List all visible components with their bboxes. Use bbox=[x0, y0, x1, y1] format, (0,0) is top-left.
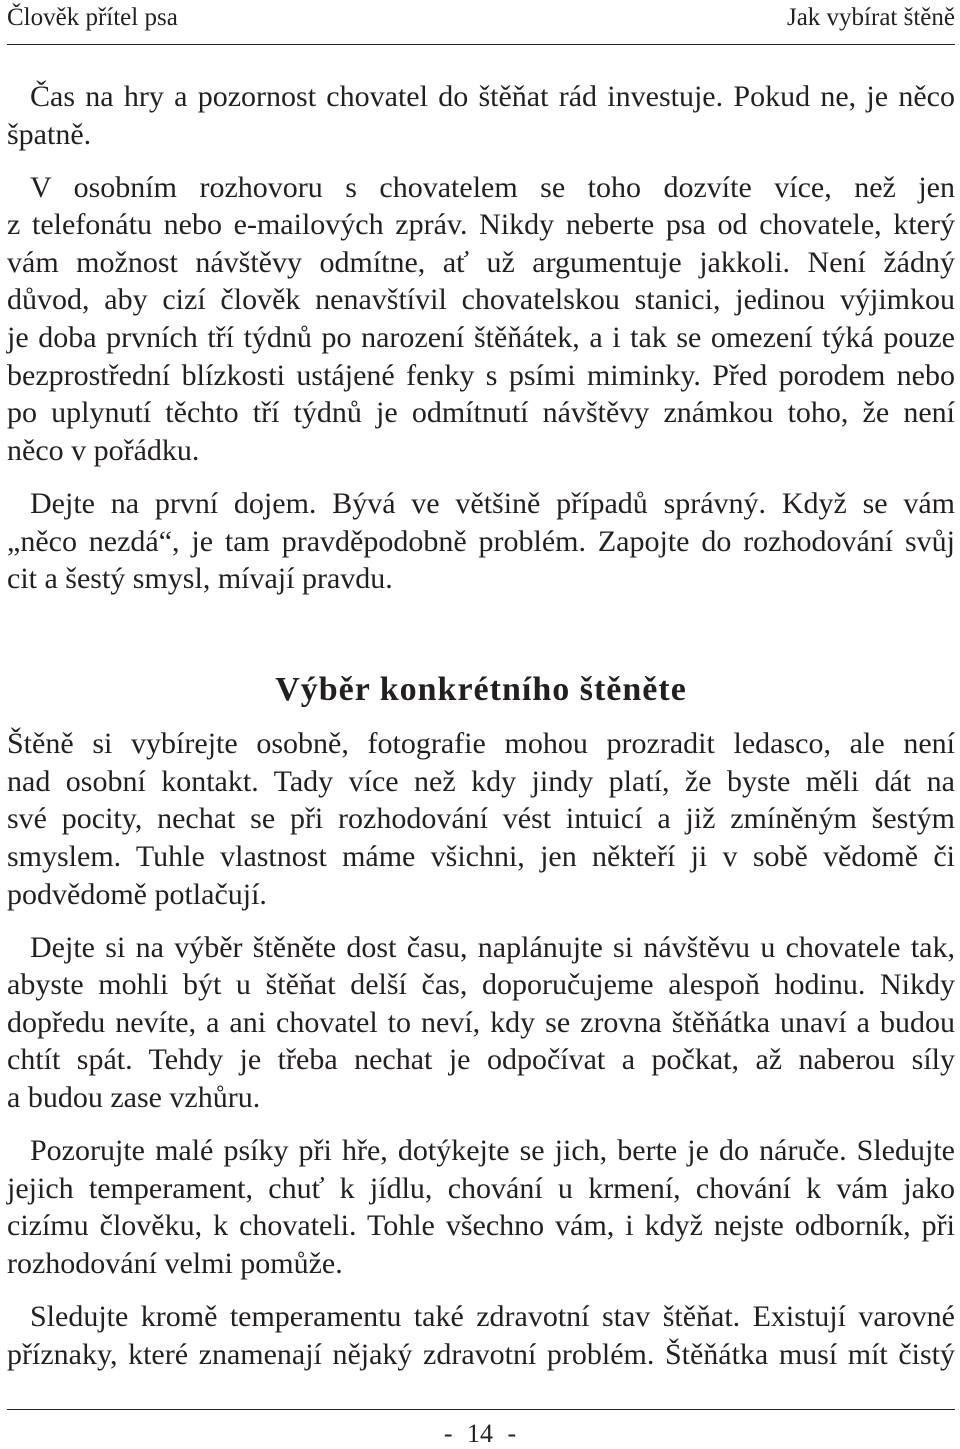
text-line: špatně. bbox=[7, 117, 92, 151]
text-line: něco v pořádku. bbox=[7, 433, 200, 467]
paragraph bbox=[7, 1132, 955, 1282]
body-text bbox=[7, 78, 955, 1373]
book-title: Člověk přítel psa bbox=[7, 4, 178, 31]
text-line: po uplynutí těchto tří týdnů je odmítnutí návštěvy známkou toho, že není bbox=[7, 396, 955, 430]
text-line: jejich temperament, chuť k jídlu, chování u krmení, chování k vám jako bbox=[7, 1171, 955, 1205]
text-line: „něco nezdá“, je tam pravděpodobně problém. Zapojte do rozhodování svůj bbox=[7, 524, 955, 558]
page-number: - 14 - bbox=[443, 1419, 517, 1448]
chapter-title: Jak vybírat štěně bbox=[786, 4, 955, 31]
text-line: nad osobní kontakt. Tady více než kdy jindy platí, že byste měli dát na bbox=[7, 764, 955, 798]
text-line: a budou zase vzhůru. bbox=[7, 1081, 261, 1115]
text-line: Čas na hry a pozornost chovatel do štěňat rád investuje. Pokud ne, je něco bbox=[30, 80, 955, 113]
text-line: bezprostřední blízkosti ustájené fenky s psími miminky. Před porodem nebo bbox=[7, 358, 955, 392]
text-line: smyslem. Tuhle vlastnost máme všichni, jen někteří ji v sobě vědomě či bbox=[7, 840, 955, 873]
text-line: rozhodování velmi pomůže. bbox=[7, 1246, 343, 1280]
text-line: abyste mohli být u štěňat delší čas, doporučujeme alespoň hodinu. Nikdy bbox=[7, 968, 955, 1002]
text-line: důvod, aby cizí člověk nenavštívil chovatelskou stanici, jedinou výjimkou bbox=[7, 283, 955, 317]
text-line: své pocity, nechat se při rozhodování vést intuicí a již zmíněným šestým bbox=[7, 802, 955, 836]
text-line: cizímu člověku, k chovateli. Tohle všechno vám, i když nejste odborník, při bbox=[7, 1209, 955, 1243]
text-line: podvědomě potlačují. bbox=[7, 877, 267, 911]
running-header bbox=[7, 3, 955, 33]
text-line: Dejte si na výběr štěněte dost času, naplánujte si návštěvu u chovatele tak, bbox=[30, 930, 955, 964]
footer-rule bbox=[7, 1409, 955, 1410]
text-line: dopředu nevíte, a ani chovatel to neví, kdy se zrovna štěňátka unaví a budou bbox=[7, 1005, 955, 1039]
paragraph bbox=[7, 929, 955, 1117]
text-line: z telefonátu nebo e-mailových zpráv. Nikdy neberte psa od chovatele, který bbox=[7, 208, 955, 242]
paragraph bbox=[7, 169, 955, 470]
section-heading: Výběr konkrétního štěněte bbox=[275, 670, 687, 708]
text-line: V osobním rozhovoru s chovatelem se toho dozvíte více, než jen bbox=[30, 170, 955, 204]
text-line: příznaky, které znamenají nějaký zdravotní problém. Štěňátka musí mít čistý bbox=[7, 1337, 955, 1371]
paragraph bbox=[7, 485, 955, 598]
text-line: Dejte na první dojem. Bývá ve většině případů správný. Když se vám bbox=[30, 486, 955, 520]
header-rule bbox=[7, 44, 955, 45]
text-line: Sledujte kromě temperamentu také zdravotní stav štěňat. Existují varovné bbox=[30, 1300, 955, 1334]
text-line: Štěně si vybírejte osobně, fotografie mohou prozradit ledasco, ale není bbox=[7, 727, 955, 761]
text-line: je doba prvních tří týdnů po narození štěňátek, a i tak se omezení týká pouze bbox=[7, 321, 955, 355]
text-line: vám možnost návštěvy odmítne, ať už argumentuje jakkoli. Není žádný bbox=[7, 245, 955, 279]
text-line: chtít spát. Tehdy je třeba nechat je odpočívat a počkat, až naberou síly bbox=[7, 1043, 955, 1077]
paragraph bbox=[7, 78, 955, 153]
text-line: Pozorujte malé psíky při hře, dotýkejte se jich, berte je do náruče. Sledujte bbox=[30, 1134, 955, 1168]
text-line: cit a šestý smysl, mívají pravdu. bbox=[7, 562, 393, 596]
paragraph bbox=[7, 725, 955, 913]
paragraph bbox=[7, 1298, 955, 1373]
